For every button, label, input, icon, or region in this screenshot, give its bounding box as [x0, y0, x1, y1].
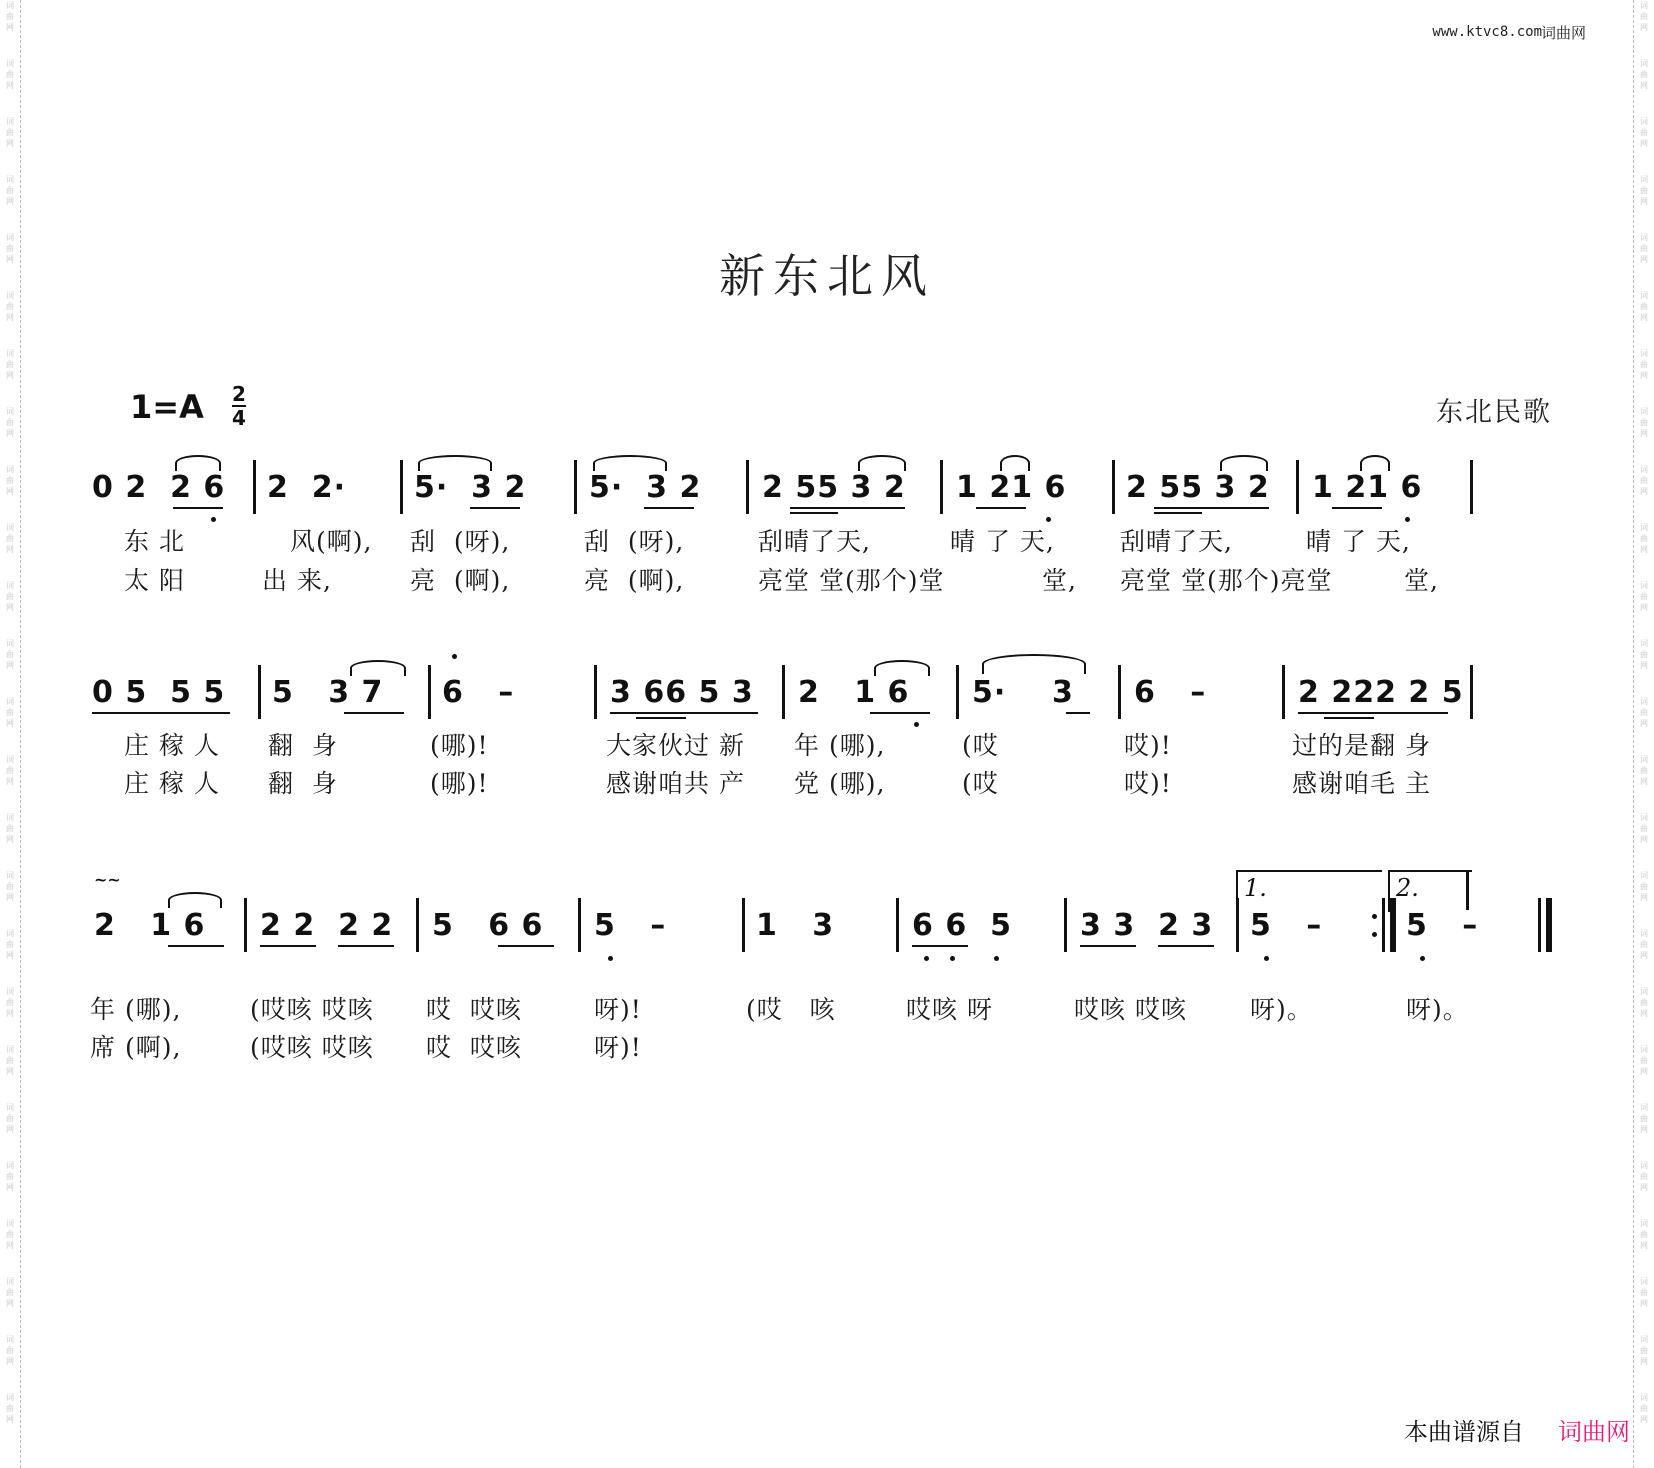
barline — [1538, 898, 1541, 952]
barline — [940, 460, 943, 514]
edge-watermark-text: 词曲网 — [1640, 523, 1648, 554]
barline — [400, 460, 403, 514]
measure: 5· 3 2 — [414, 470, 527, 505]
edge-watermark-text: 词曲网 — [1640, 929, 1648, 960]
lyric-verse1: 刮 (呀), — [584, 527, 685, 556]
edge-watermark-text: 词曲网 — [6, 1335, 14, 1366]
lyric-verse1: 哎咳 哎咳 — [1074, 995, 1187, 1024]
lyric-verse2: 堂, — [1042, 566, 1077, 595]
measure: 5 – — [594, 908, 667, 943]
lyric-verse1: 过的是翻 身 — [1292, 731, 1431, 760]
lyric-verse2: 翻 身 — [268, 769, 338, 798]
lyric-verse1: 呀)。 — [1250, 995, 1313, 1024]
octave-dot — [924, 956, 929, 961]
lyric-verse2: 亮堂 堂(那个)亮堂 — [1120, 566, 1333, 595]
edge-watermark-text: 词曲网 — [1640, 1393, 1648, 1424]
barline — [1470, 665, 1473, 719]
score-line-1 — [0, 455, 1654, 615]
barline — [1282, 665, 1285, 719]
barline — [253, 460, 256, 514]
trill-mark: ~~ — [94, 870, 121, 889]
measure: 2 222 2 5 — [1298, 675, 1464, 710]
barline — [578, 898, 581, 952]
measure: 0 5 5 5 — [92, 675, 226, 710]
lyric-verse2: (哪)! — [430, 769, 489, 798]
octave-dot — [950, 956, 955, 961]
beam-underline — [790, 512, 838, 514]
site-name: 词曲网 — [1540, 24, 1586, 42]
edge-watermark-text: 词曲网 — [1640, 1335, 1648, 1366]
edge-watermark-text: 词曲网 — [6, 233, 14, 264]
score-title: 新东北风 — [719, 249, 935, 303]
edge-watermark-text: 词曲网 — [6, 175, 14, 206]
lyric-verse1: (哎 咳 — [746, 995, 836, 1024]
barline — [782, 665, 785, 719]
measure: 1 21 6 — [1312, 470, 1423, 505]
edge-watermark-text: 词曲网 — [6, 987, 14, 1018]
lyric-verse2: 哎)! — [1124, 769, 1172, 798]
measure: 5 6 6 — [432, 908, 544, 943]
barline — [1390, 898, 1396, 952]
edge-watermark-text: 词曲网 — [6, 465, 14, 496]
edge-watermark-text: 词曲网 — [1640, 1219, 1648, 1250]
edge-watermark-text: 词曲网 — [1640, 755, 1648, 786]
lyric-verse1: 刮晴了天, — [758, 527, 871, 556]
edge-watermark-text: 词曲网 — [6, 813, 14, 844]
lyric-verse1: 庄 稼 人 — [124, 731, 220, 760]
slur — [350, 660, 406, 676]
edge-watermark-text: 词曲网 — [6, 59, 14, 90]
beam-underline — [498, 945, 554, 947]
beam-underline — [870, 712, 930, 714]
edge-watermark-text: 词曲网 — [1640, 871, 1648, 902]
octave-dot — [914, 722, 919, 727]
barline — [574, 460, 577, 514]
measure: 1 3 — [756, 908, 835, 943]
octave-dot — [994, 956, 999, 961]
slur — [858, 455, 906, 471]
edge-watermark-text: 词曲网 — [6, 871, 14, 902]
lyric-verse2: 出 来, — [262, 566, 332, 595]
edge-watermark-text: 词曲网 — [6, 929, 14, 960]
lyric-verse2: 感谢咱共 产 — [606, 769, 745, 798]
edge-watermark-text: 词曲网 — [6, 1161, 14, 1192]
edge-watermark-text: 词曲网 — [6, 349, 14, 380]
edge-watermark-text: 词曲网 — [6, 1219, 14, 1250]
edge-watermark-text: 词曲网 — [1640, 581, 1648, 612]
lyric-verse1: 晴 了 天, — [950, 527, 1055, 556]
lyric-verse1: 呀)! — [594, 995, 642, 1024]
lyric-verse2: 呀)! — [594, 1033, 642, 1062]
lyric-verse2: 亮 (啊), — [584, 566, 685, 595]
beam-underline — [636, 717, 686, 719]
time-signature-upper: 2 — [232, 382, 246, 406]
measure: 0 2 2 6 — [92, 470, 226, 505]
measure: 2 55 3 2 — [762, 470, 906, 505]
measure: 6 – — [442, 675, 515, 710]
site-url[interactable]: www.ktvc8.com — [1432, 24, 1542, 40]
beam-underline — [1324, 717, 1374, 719]
lyric-verse1: 呀)。 — [1406, 995, 1469, 1024]
beam-underline — [610, 712, 758, 714]
beam-underline — [1332, 507, 1382, 509]
octave-dot — [1264, 956, 1269, 961]
barline — [1382, 898, 1385, 952]
lyric-verse1: 翻 身 — [268, 731, 338, 760]
lyric-verse1: (哎咳 哎咳 — [250, 995, 374, 1024]
beam-underline — [1080, 945, 1136, 947]
lyric-verse1: (哪)! — [430, 731, 489, 760]
measure: 5 3 7 — [272, 675, 384, 710]
slur — [593, 455, 667, 471]
lyric-verse2: 堂, — [1404, 566, 1439, 595]
barline — [1118, 665, 1121, 719]
octave-dot — [1420, 956, 1425, 961]
measure: 6 6 5 — [912, 908, 1012, 943]
barline — [742, 898, 745, 952]
source-label: 本曲谱源自 — [1404, 1418, 1524, 1446]
lyric-verse1: 大家伙过 新 — [606, 731, 745, 760]
edge-watermark-text: 词曲网 — [1640, 1, 1648, 32]
measure: 2 2· — [267, 470, 347, 505]
beam-underline — [1154, 512, 1202, 514]
edge-watermark-text: 词曲网 — [6, 639, 14, 670]
lyric-verse2: (哎咳 哎咳 — [250, 1033, 374, 1062]
edge-watermark-text: 词曲网 — [6, 1393, 14, 1424]
slur — [1000, 455, 1030, 471]
edge-watermark-text: 词曲网 — [6, 1103, 14, 1134]
edge-watermark-text: 词曲网 — [1640, 465, 1648, 496]
barline — [428, 665, 431, 719]
barline — [258, 665, 261, 719]
edge-watermark-text: 词曲网 — [6, 523, 14, 554]
lyric-verse1: 哎)! — [1124, 731, 1172, 760]
lyric-verse1: 哎 哎咳 — [426, 995, 522, 1024]
edge-watermark-text: 词曲网 — [6, 1045, 14, 1076]
lyric-verse1: 晴 了 天, — [1306, 527, 1411, 556]
beam-underline — [92, 712, 230, 714]
volta-label: 2. — [1396, 874, 1419, 902]
barline — [1466, 870, 1469, 910]
song-origin: 东北民歌 — [1436, 397, 1552, 428]
lyric-verse2: 亮 (啊), — [410, 566, 511, 595]
measure: 2 2 2 2 — [260, 908, 394, 943]
barline — [1064, 898, 1067, 952]
lyric-verse1: 哎咳 呀 — [906, 995, 993, 1024]
lyric-verse2: 席 (啊), — [90, 1033, 182, 1062]
beam-underline — [790, 507, 905, 509]
slur — [1360, 455, 1390, 471]
beam-underline — [912, 945, 968, 947]
edge-watermark-text: 词曲网 — [1640, 349, 1648, 380]
beam-underline — [644, 507, 694, 509]
barline — [416, 898, 419, 952]
measure: 2 55 3 2 — [1126, 470, 1270, 505]
beam-underline — [1154, 507, 1269, 509]
measure: 1 21 6 — [956, 470, 1067, 505]
beam-underline — [1066, 712, 1090, 714]
barline — [244, 898, 247, 952]
lyric-verse2: 感谢咱毛 主 — [1292, 769, 1431, 798]
edge-watermark-text: 词曲网 — [1640, 1103, 1648, 1134]
barline — [594, 665, 597, 719]
edge-watermark-text: 词曲网 — [6, 407, 14, 438]
slur — [168, 892, 222, 908]
edge-watermark-text: 词曲网 — [1640, 291, 1648, 322]
beam-underline — [260, 945, 316, 947]
edge-watermark-text: 词曲网 — [1640, 813, 1648, 844]
lyric-verse1: 年 (哪), — [90, 995, 182, 1024]
edge-watermark-text: 词曲网 — [1640, 1045, 1648, 1076]
beam-underline — [470, 507, 520, 509]
score-line-3 — [0, 870, 1654, 1060]
edge-watermark-text: 词曲网 — [1640, 1277, 1648, 1308]
edge-watermark-text: 词曲网 — [1640, 987, 1648, 1018]
volta-label: 1. — [1244, 874, 1267, 902]
edge-watermark-text: 词曲网 — [6, 291, 14, 322]
fermata-dot — [452, 654, 457, 659]
edge-watermark-text: 词曲网 — [1640, 697, 1648, 728]
measure: 3 66 5 3 — [610, 675, 754, 710]
barline — [1296, 460, 1299, 514]
measure: 3 3 2 3 — [1080, 908, 1214, 943]
beam-underline — [338, 945, 394, 947]
lyric-verse2: 太 阳 — [124, 566, 185, 595]
score-line-2 — [0, 660, 1654, 820]
barline — [1112, 460, 1115, 514]
edge-watermark-text: 词曲网 — [1640, 117, 1648, 148]
measure: 5 – — [1250, 908, 1323, 943]
octave-dot — [211, 517, 216, 522]
lyric-verse1: 刮晴了天, — [1120, 527, 1233, 556]
repeat-dot — [1372, 932, 1377, 937]
source-brand-link[interactable]: 词曲网 — [1558, 1418, 1630, 1446]
barline — [1470, 460, 1473, 514]
measure: 5 – — [1406, 908, 1479, 943]
time-signature — [232, 384, 246, 428]
edge-watermark-text: 词曲网 — [6, 1, 14, 32]
edge-watermark-text: 词曲网 — [1640, 175, 1648, 206]
edge-watermark-text: 词曲网 — [6, 117, 14, 148]
barline — [896, 898, 899, 952]
edge-watermark-text: 词曲网 — [1640, 59, 1648, 90]
barline — [956, 665, 959, 719]
slur — [1220, 455, 1268, 471]
lyric-verse1: (哎 — [962, 731, 999, 760]
edge-watermark-text: 词曲网 — [6, 755, 14, 786]
lyric-verse1: 风(啊), — [290, 527, 373, 556]
time-signature-lower: 4 — [232, 406, 246, 430]
beam-underline — [1158, 945, 1214, 947]
lyric-verse1: 刮 (呀), — [410, 527, 511, 556]
lyric-verse1: 东 北 — [124, 527, 185, 556]
measure: 5· 3 2 — [589, 470, 702, 505]
lyric-verse2: (哎 — [962, 769, 999, 798]
measure: 6 – — [1134, 675, 1207, 710]
slur — [175, 455, 221, 471]
beam-underline — [344, 712, 404, 714]
edge-watermark-text: 词曲网 — [6, 1277, 14, 1308]
barline — [1546, 898, 1552, 952]
edge-watermark-text: 词曲网 — [1640, 233, 1648, 264]
lyric-verse2: 庄 稼 人 — [124, 769, 220, 798]
edge-watermark-text: 词曲网 — [1640, 639, 1648, 670]
edge-watermark-text: 词曲网 — [6, 581, 14, 612]
lyric-verse2: 亮堂 堂(那个)堂 — [758, 566, 945, 595]
edge-watermark-text: 词曲网 — [1640, 407, 1648, 438]
octave-dot — [608, 956, 613, 961]
barline — [1236, 898, 1239, 952]
slur — [874, 660, 930, 676]
key-signature: 1=A — [130, 388, 204, 426]
volta-second-ending — [1388, 870, 1472, 912]
repeat-dot — [1372, 914, 1377, 919]
measure: 2 1 6 — [798, 675, 910, 710]
volta-first-ending — [1236, 870, 1382, 912]
measure: 2 1 6 — [94, 908, 206, 943]
lyric-verse2: 党 (哪), — [794, 769, 886, 798]
lyric-verse2: 哎 哎咳 — [426, 1033, 522, 1062]
edge-watermark-text: 词曲网 — [6, 697, 14, 728]
beam-underline — [1298, 712, 1448, 714]
beam-underline — [173, 507, 223, 509]
beam-underline — [168, 945, 224, 947]
beam-underline — [976, 507, 1026, 509]
measure: 5· 3 — [972, 675, 1074, 710]
edge-watermark-text: 词曲网 — [1640, 1161, 1648, 1192]
lyric-verse1: 年 (哪), — [794, 731, 886, 760]
barline — [746, 460, 749, 514]
slur — [418, 455, 492, 471]
slur — [982, 654, 1086, 674]
